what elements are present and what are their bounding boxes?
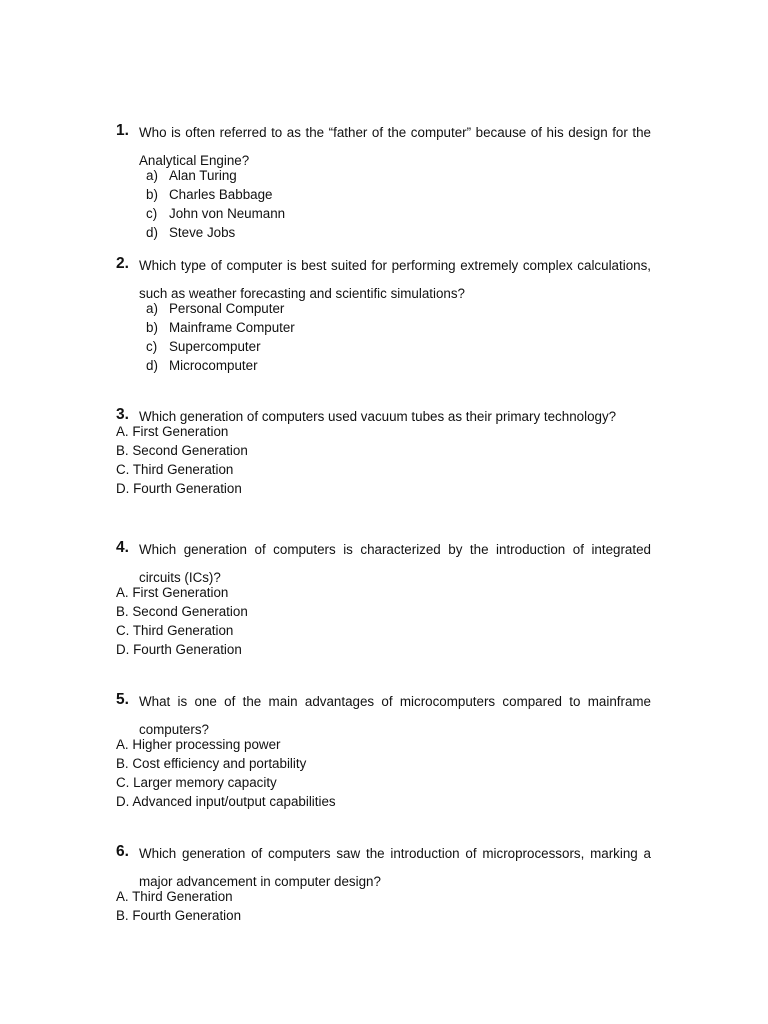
option-text: Charles Babbage bbox=[169, 187, 273, 202]
option-text: Microcomputer bbox=[169, 358, 258, 373]
option-item bbox=[116, 223, 651, 242]
option-letter: d) bbox=[146, 225, 158, 240]
question-number: 6. bbox=[116, 843, 129, 860]
option-item bbox=[116, 166, 651, 185]
option-item: A. Higher processing power bbox=[116, 737, 281, 752]
option-text: Steve Jobs bbox=[169, 225, 236, 240]
question-text: Who is often referred to as the “father of the computer” because of his design for the Analytical Engine? bbox=[139, 125, 651, 168]
question-1 bbox=[116, 119, 651, 242]
options-list bbox=[116, 166, 651, 242]
options-list bbox=[116, 583, 651, 659]
question-number: 3. bbox=[116, 406, 129, 423]
question-6 bbox=[116, 840, 651, 925]
question-text: Which type of computer is best suited for performing extremely complex calculations, such as weather forecasting and scientific simulations? bbox=[139, 258, 651, 301]
question-number: 4. bbox=[116, 539, 129, 556]
option-item: B. Second Generation bbox=[116, 443, 248, 458]
option-item bbox=[116, 318, 651, 337]
option-item: D. Advanced input/output capabilities bbox=[116, 794, 336, 809]
question-4 bbox=[116, 536, 651, 659]
question-3-prompt bbox=[116, 403, 651, 431]
option-letter: d) bbox=[146, 358, 158, 373]
option-item: A. Third Generation bbox=[116, 889, 233, 904]
option-letter: b) bbox=[146, 320, 158, 335]
option-letter: c) bbox=[146, 339, 158, 354]
option-text: Alan Turing bbox=[169, 168, 237, 183]
question-5-prompt bbox=[116, 688, 651, 744]
options-list bbox=[116, 299, 651, 375]
option-text: Personal Computer bbox=[169, 301, 285, 316]
question-text: Which generation of computers used vacuum tubes as their primary technology? bbox=[139, 409, 617, 424]
question-text: Which generation of computers is characterized by the introduction of integrated circuits (ICs)? bbox=[139, 542, 651, 585]
option-item: D. Fourth Generation bbox=[116, 481, 242, 496]
question-text: What is one of the main advantages of microcomputers compared to mainframe computers? bbox=[139, 694, 651, 737]
option-letter: c) bbox=[146, 206, 158, 221]
option-item: D. Fourth Generation bbox=[116, 642, 242, 657]
question-5 bbox=[116, 688, 651, 811]
option-item bbox=[116, 204, 651, 223]
option-letter: a) bbox=[146, 301, 158, 316]
option-item bbox=[116, 337, 651, 356]
question-4-prompt bbox=[116, 536, 651, 592]
options-list bbox=[116, 735, 651, 811]
option-item: B. Second Generation bbox=[116, 604, 248, 619]
option-item bbox=[116, 299, 651, 318]
option-item: C. Third Generation bbox=[116, 623, 234, 638]
question-3 bbox=[116, 403, 651, 498]
option-text: Mainframe Computer bbox=[169, 320, 295, 335]
option-item: C. Larger memory capacity bbox=[116, 775, 277, 790]
question-number: 2. bbox=[116, 255, 129, 272]
option-item: A. First Generation bbox=[116, 424, 229, 439]
options-list bbox=[116, 422, 651, 498]
option-text: Supercomputer bbox=[169, 339, 261, 354]
option-text: John von Neumann bbox=[169, 206, 286, 221]
option-letter: a) bbox=[146, 168, 158, 183]
question-2 bbox=[116, 252, 651, 375]
option-item: C. Third Generation bbox=[116, 462, 234, 477]
question-6-prompt bbox=[116, 840, 651, 896]
question-number: 5. bbox=[116, 691, 129, 708]
question-number: 1. bbox=[116, 122, 129, 139]
option-item: A. First Generation bbox=[116, 585, 229, 600]
option-item bbox=[116, 356, 651, 375]
option-item bbox=[116, 185, 651, 204]
option-item: B. Cost efficiency and portability bbox=[116, 756, 307, 771]
option-item: B. Fourth Generation bbox=[116, 908, 242, 923]
option-letter: b) bbox=[146, 187, 158, 202]
question-text: Which generation of computers saw the introduction of microprocessors, marking a major advancement in computer design? bbox=[139, 846, 651, 889]
